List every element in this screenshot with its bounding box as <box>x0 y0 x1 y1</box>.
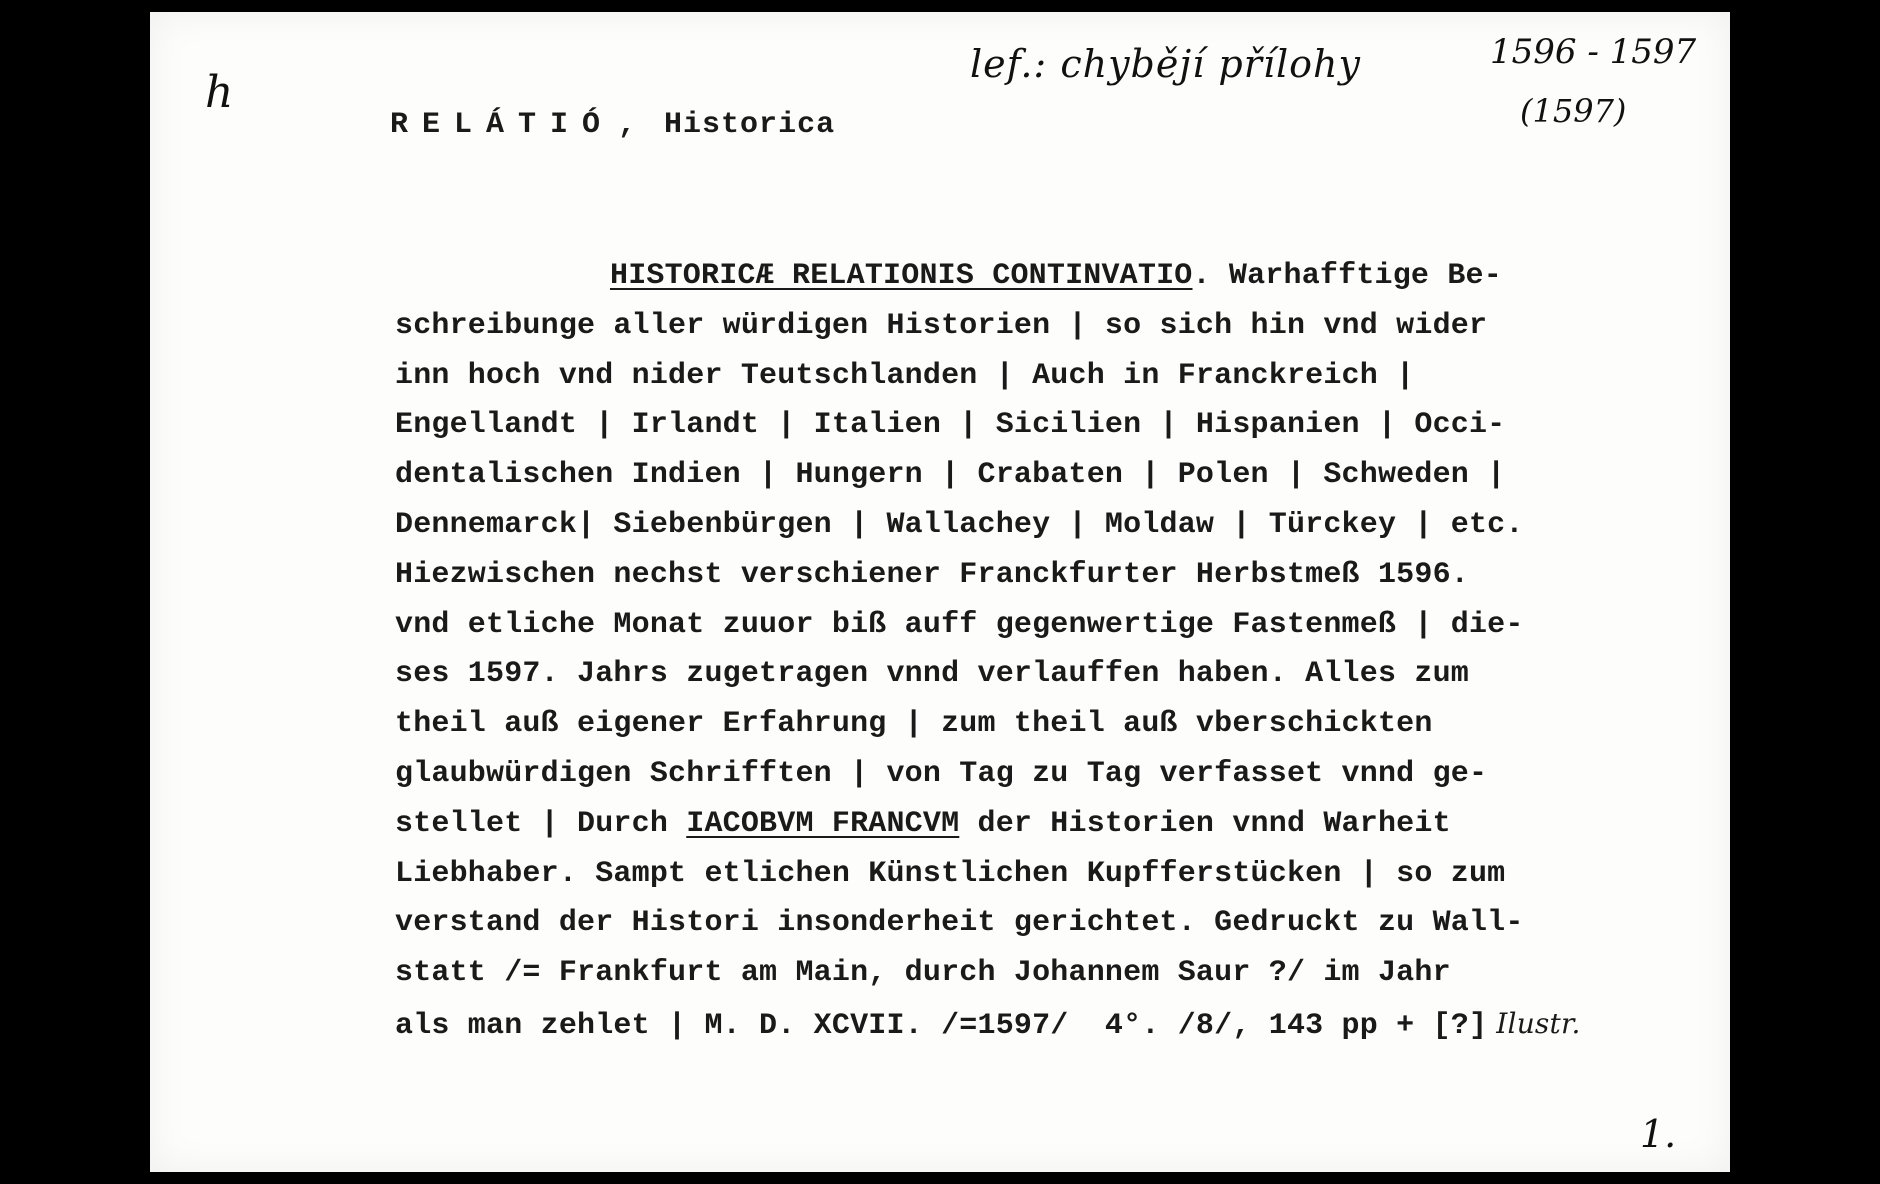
entry-line-12-before: stellet | Durch <box>395 806 687 841</box>
page-number: 1. <box>1640 1112 1677 1156</box>
entry-author: IACOBVM FRANCVM <box>686 806 960 841</box>
handwritten-date-range: 1596 - 1597 <box>1490 32 1697 72</box>
card-header <box>390 108 835 142</box>
entry-handwritten-addition: Ilustr. <box>1487 1006 1581 1040</box>
entry-title: HISTORICÆ RELATIONIS CONTINVATIO <box>610 259 1193 293</box>
entry-line-1-rest: . Warhafftige Be- <box>1192 259 1502 293</box>
entry-line: dentalischen Indien | Hungern | Crabaten | Polen | Schweden | <box>395 458 1506 493</box>
entry-line: theil auß eigener Erfahrung | zum theil auß vberschickten <box>395 707 1433 742</box>
corner-handwritten-mark: h <box>205 67 234 118</box>
entry-line: Dennemarck| Siebenbürgen | Wallachey | Moldaw | Türckey | etc. <box>395 507 1524 542</box>
entry-line: Liebhaber. Sampt etlichen Künstlichen Kupfferstücken | so zum <box>395 856 1506 891</box>
bibliographic-entry <box>395 252 1635 1052</box>
entry-line-12 <box>395 800 1635 850</box>
entry-line: Hiezwischen nechst verschiener Franckfurter Herbstmeß 1596. <box>395 557 1469 592</box>
catalog-card <box>150 12 1730 1172</box>
entry-last-line-text: als man zehlet | M. D. XCVII. /=1597/ 4°. /8/, 143 pp + [?] <box>395 1008 1488 1043</box>
entry-line-1 <box>395 252 1635 302</box>
entry-line: glaubwürdigen Schrifften | von Tag zu Tag verfasset vnnd ge- <box>395 756 1488 791</box>
handwritten-note: lef.: chybějí přílohy <box>970 42 1361 86</box>
entry-last-line <box>395 999 1635 1052</box>
entry-line: statt /= Frankfurt am Main, durch Johannem Saur ?/ im Jahr <box>395 956 1451 991</box>
handwritten-date-paren: (1597) <box>1520 92 1627 130</box>
entry-line: vnd etliche Monat zuuor biß auff gegenwertige Fastenmeß | die- <box>395 607 1524 642</box>
entry-line: ses 1597. Jahrs zugetragen vnnd verlauffen haben. Alles zum <box>395 657 1469 692</box>
entry-line: verstand der Histori insonderheit gerichtet. Gedruckt zu Wall- <box>395 906 1524 941</box>
header-subtitle: Historica <box>664 108 836 142</box>
header-term: RELÁTIÓ <box>390 108 615 142</box>
header-separator: , <box>618 108 637 142</box>
entry-line: Engellandt | Irlandt | Italien | Sicilien | Hispanien | Occi- <box>395 408 1506 443</box>
entry-line: schreibunge aller würdigen Historien | so sich hin vnd wider <box>395 308 1488 343</box>
entry-line: inn hoch vnd nider Teutschlanden | Auch in Franckreich | <box>395 358 1415 393</box>
entry-line-12-after: der Historien vnnd Warheit <box>959 806 1451 841</box>
